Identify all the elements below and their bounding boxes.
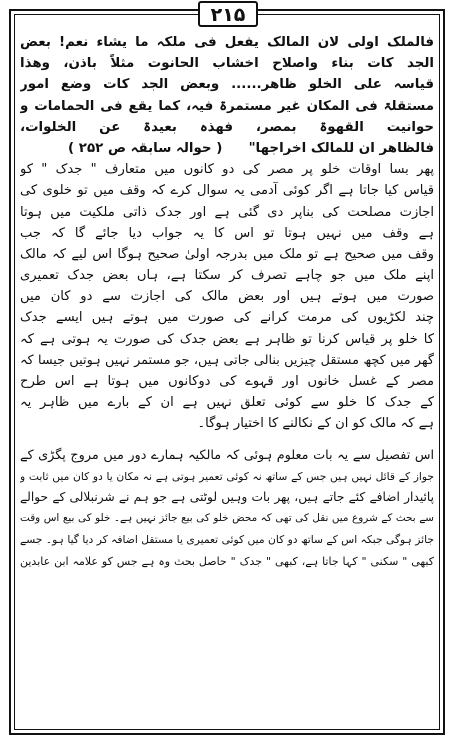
urdu-text-line: چند لکڑیوں کی مرمت کرانے کی صورت میں ہوتے ہیں ایسے جدک [20, 310, 434, 326]
urdu-text-line: ہے کہ مالک کو ان کے نکالنے کا اختیار ہوگا۔ [197, 416, 434, 432]
arabic-quote-line: حوانیت القھوۃ بمصر، فھذہ بعیدۃ عن الخلوات، [20, 119, 434, 135]
urdu-text-line: قیاس کیا جاتا ہے اگر کوئی آدمی یہ سوال کرے کہ وقف میں تو خلوی کی [20, 183, 434, 199]
urdu-text-line: اپنے ملک میں جو چاہے تصرف کر سکتا ہے، ہاں بعض جدک تعمیری [20, 268, 434, 284]
urdu-text-line: ہے وقف میں نہیں ہوتا تو اس کا یہ جواب دیا جائے گا کہ جب [20, 225, 434, 241]
paragraph-spacer [20, 435, 434, 445]
arabic-quote-final-row [20, 138, 434, 159]
urdu-text-line: وقف میں صحیح ہے تو ملک میں بدرجہ اولیٰ صحیح ہوگا اس لیے کہ مالک [20, 246, 434, 262]
arabic-quote-line: الجد کات بناء واصلاح اخشاب الحانوت مثلاً باذن، وھذا [20, 56, 434, 72]
page-content [20, 32, 434, 572]
urdu-text-line: پھر بسا اوقات خلو پر مصر کی دو کانوں میں متعارف " جدک " کو [20, 162, 434, 178]
urdu-text-line: پائیدار اضافے کئے جاتے ہیں، پھر بات وہیں لوٹتی ہے جو ہم نے شرنبلالی کے حوالے [20, 489, 434, 504]
urdu-text-line: اس تفصیل سے یہ بات معلوم ہوئی کہ مالکیہ ہمارے دور میں مروج پگڑی کے [20, 447, 434, 463]
urdu-text-line: گھر میں کچھ مستقل چیزیں بنالی جاتی ہیں، جو مستمر نہیں ہوتیں جیسا کہ [20, 352, 434, 368]
urdu-text-line: سے بحث کے شروع میں نقل کی تھی کہ محض خلو کی بیع جائز نہیں ہے۔ خلو کی بیع اس وقت [20, 512, 434, 525]
urdu-paragraph-1 [20, 159, 434, 434]
urdu-text-line: جائز ہوگی جبکہ اس کے ساتھ دو کان میں کوئی تعمیری یا مستقل اضافہ کر دیا گیا ہو۔ جسے [20, 533, 434, 547]
urdu-text-line: مصر کے غسل خانوں اور قہوے کی دوکانوں میں ہوتا ہے اس طرح [20, 374, 434, 389]
urdu-text-line: جواز کے قائل نہیں ہیں جس کے ساتھ نہ کوئی تعمیر ہوتی ہے نہ مکان یا دو کان میں ثابت و [20, 469, 434, 483]
urdu-text-line: اجازت مصلحت کی بناپر دی گئی ہے اور جدک ذاتی ملکیت میں ہوتا [20, 204, 434, 220]
urdu-text-line: کبھی " سکنی " کہا جاتا ہے، کبھی " جدک " حاصل بحث وہ ہے جس کو علامہ ابن عابدین [20, 554, 434, 568]
urdu-paragraph-2 [20, 445, 434, 572]
arabic-quote-block [20, 32, 434, 159]
arabic-quote-line: فالملک اولی لان المالک یفعل فی ملکہ ما یشاء نعم! بعض [20, 35, 434, 50]
page-number: ۲۱۵ [198, 1, 258, 27]
arabic-quote-line: فالظاھر ان للمالک اخراجھا" [248, 140, 434, 156]
arabic-quote-line: قیاسہ علی الخلو ظاھر...... وبعض الجد کات وضع امور [20, 77, 434, 93]
urdu-text-line: کا خلو پر قیاس کرنا تو ظاہر ہے بعض جدک کی صورت یہ ہوتی ہے کہ [20, 331, 434, 347]
urdu-text-line: صورت میں ہوتے ہیں اور بعض مالک کی اجازت سے دو کان میں [20, 289, 434, 305]
citation-reference: ( حوالہ سابقہ ص ۲۵۲ ) [67, 140, 223, 156]
arabic-quote-line: مستقلۃ فی المکان غیر مستمرۃ فیہ، کما یقع فی الحمامات و [20, 98, 434, 114]
urdu-text-line: کے جدک کا خلو سے کوئی تعلق نہیں ہے ان کے بارے میں ظاہر یہ [20, 395, 434, 411]
